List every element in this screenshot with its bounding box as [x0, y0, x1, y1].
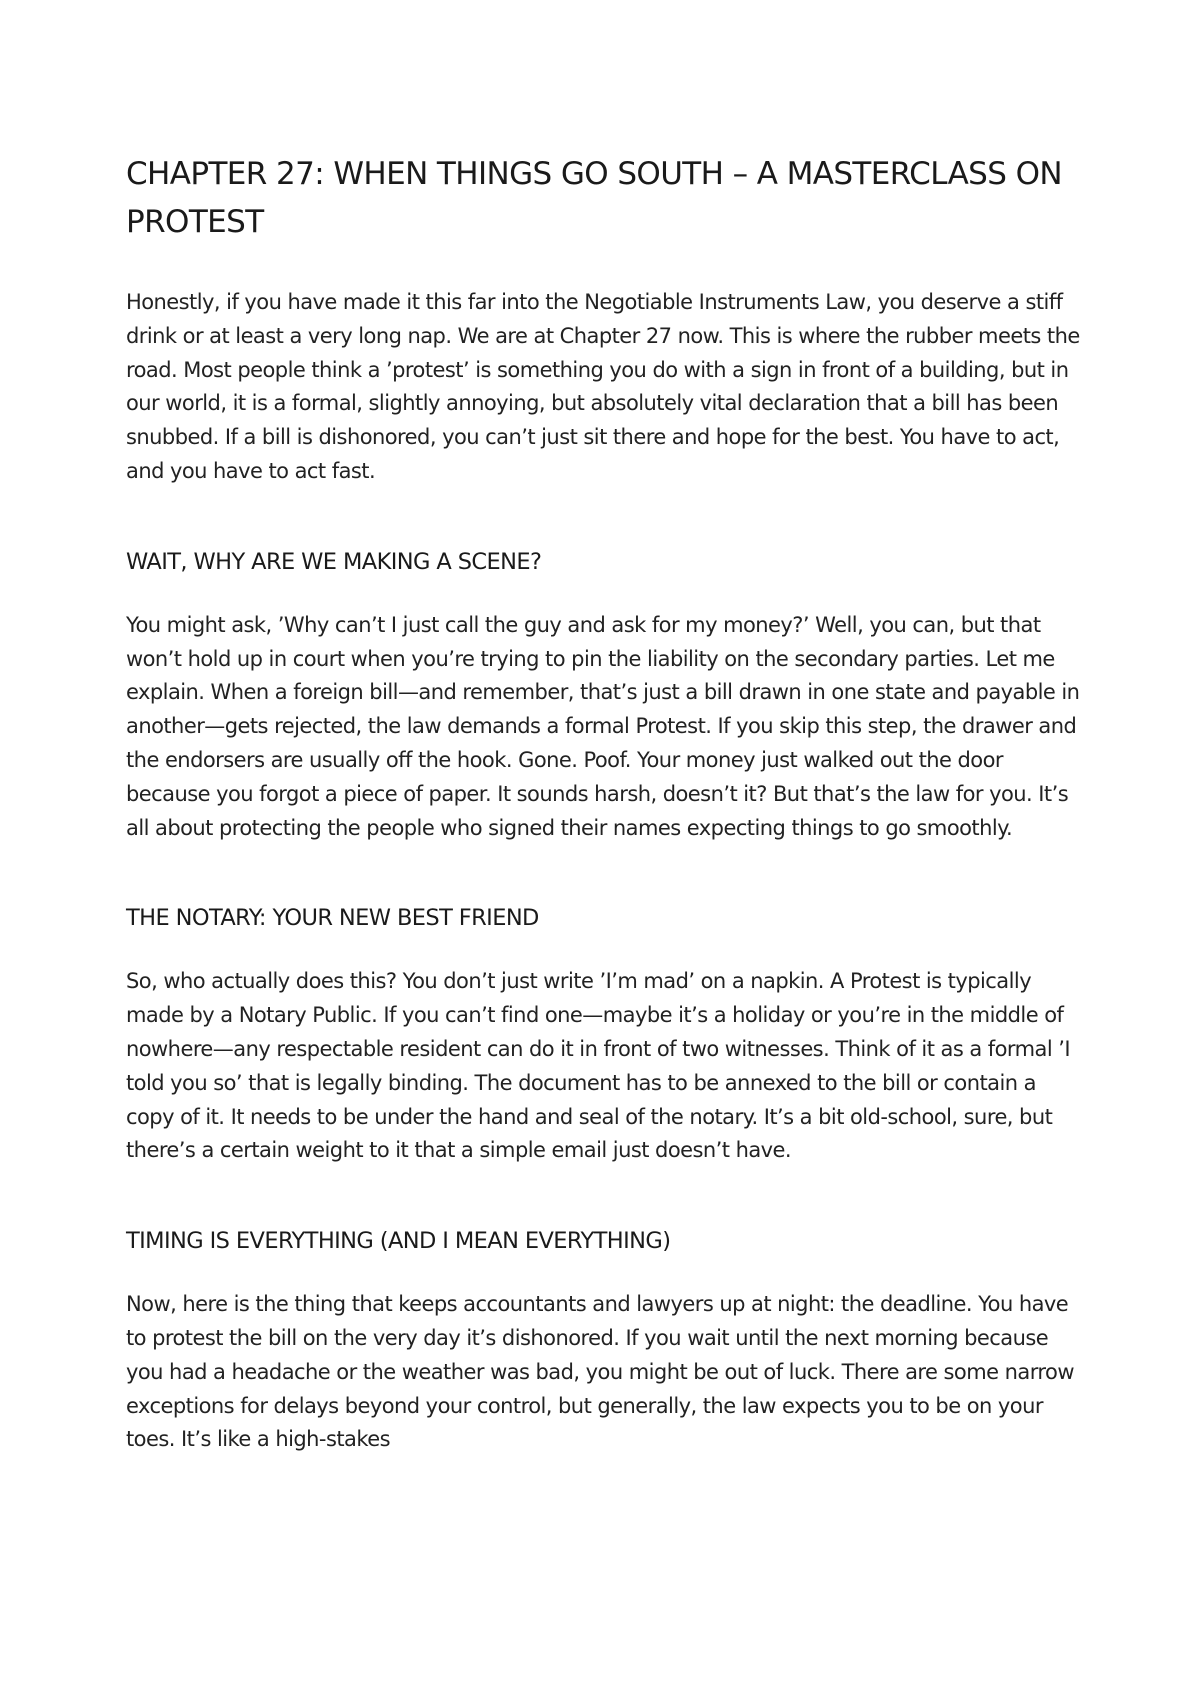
- section-heading-timing: TIMING IS EVERYTHING (AND I MEAN EVERYTHING): [126, 1228, 671, 1255]
- section-body-notary: So, who actually does this? You don’t just write ’I’m mad’ on a napkin. A Protest is typically made by a Notary Public. If you can’t find one—maybe it’s a holiday or you’re in the middle of nowhere—any respectable resident can do it in front of two witnesses. Think of it as a formal ’I told you so’ that is legally binding. The document has to be annexed to the bill or contain a copy of it. It needs to be under the hand and seal of the notary. It’s a bit old-school, sure, but there’s a certain weight to it that a simple email just doesn’t have.: [126, 969, 1071, 1163]
- section-body-timing: Now, here is the thing that keeps accountants and lawyers up at night: the deadline. You have to protest the bill on the very day it’s dishonored. If you wait until the next morning because you had a headache or the weather was bad, you might be out of luck. There are some narrow exceptions for delays beyond your control, but generally, the law expects you to be on your toes. It’s like a high-stakes: [126, 1292, 1074, 1452]
- section-body-why-protest: You might ask, ’Why can’t I just call the guy and ask for my money?’ Well, you can, but that won’t hold up in court when you’re trying to pin the liability on the secondary parties. Let me explain. When a foreign bill—and remember, that’s just a bill drawn in one state and payable in another—gets rejected, the law demands a formal Protest. If you skip this step, the drawer and the endorsers are usually off the hook. Gone. Poof. Your money just walked out the door because you forgot a piece of paper. It sounds harsh, doesn’t it? But that’s the law for you. It’s all about protecting the people who signed their names expecting things to go smoothly.: [126, 612, 1080, 840]
- intro-paragraph: Honestly, if you have made it this far into the Negotiable Instruments Law, you deserve a stiff drink or at least a very long nap. We are at Chapter 27 now. This is where the rubber meets the road. Most people think a ’protest’ is something you do with a sign in front of a building, but in our world, it is a formal, slightly annoying, but absolutely vital declaration that a bill has been snubbed. If a bill is dishonored, you can’t just sit there and hope for the best. You have to act, and you have to act fast.: [126, 290, 1080, 483]
- section-heading-why-protest: WAIT, WHY ARE WE MAKING A SCENE?: [126, 548, 542, 575]
- chapter-title: CHAPTER 27: WHEN THINGS GO SOUTH – A MASTERCLASS ON PROTEST: [126, 156, 1062, 240]
- section-heading-notary: THE NOTARY: YOUR NEW BEST FRIEND: [126, 905, 539, 932]
- document-page: [126, 150, 1081, 1457]
